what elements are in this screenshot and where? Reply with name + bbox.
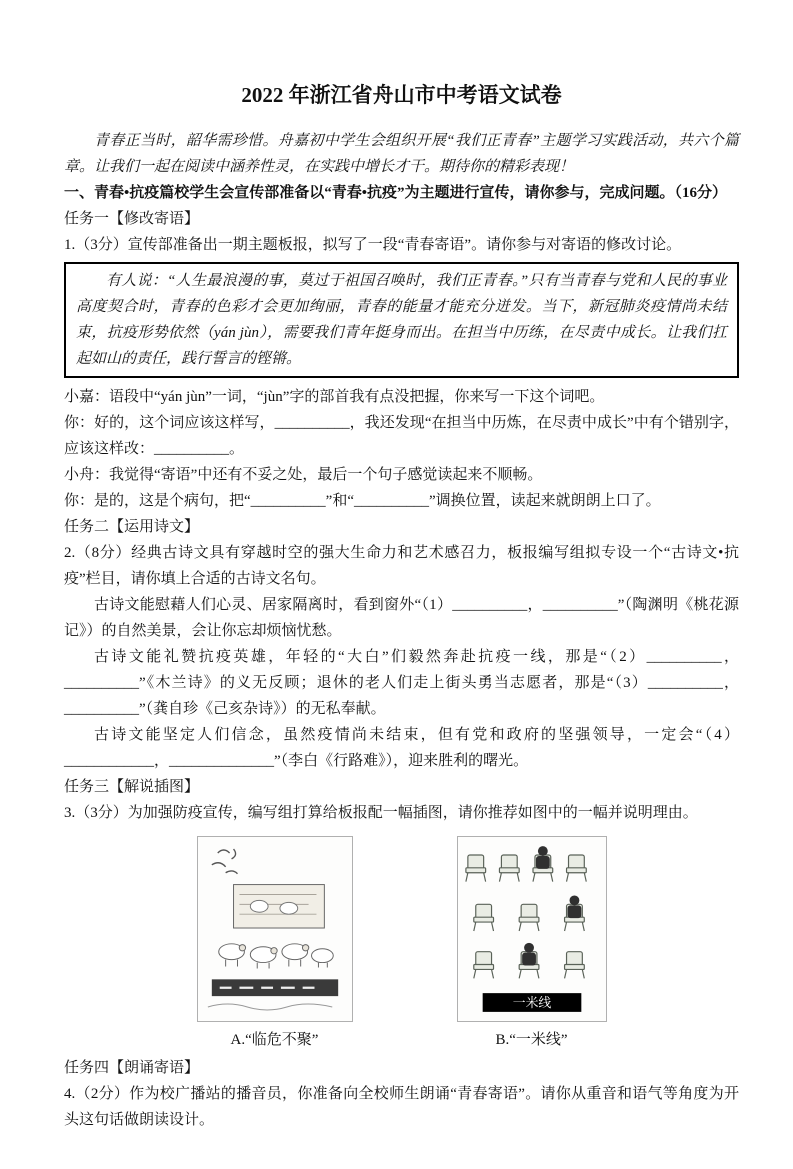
question-4: 4.（2分）作为校广播站的播音员，你准备向全校师生朗诵“青春寄语”。请你从重音和语气等角度为开头这句话做朗读设计。 [64, 1086, 739, 1128]
one-meter-banner [482, 993, 581, 1012]
task-4-label: 任务四【朗诵寄语】 [64, 1060, 200, 1076]
task-2-label: 任务二【运用诗文】 [64, 519, 200, 535]
seated-person-3 [522, 943, 536, 966]
question-2-passage-1: 古诗文能慰藉人们心灵、居家隔离时，看到窗外“（1）__________，__________”（陶渊明《桃花源记》）的自然美景，会让你忘却烦恼忧愁。 [64, 597, 739, 639]
one-meter-banner-text: 一米线 [512, 995, 551, 1010]
dialog-line-xiaojia: 小嘉：语段中“yán jùn”一词，“jùn”字的部首我有点没把握，你来写一下这个词吧。 [64, 389, 605, 405]
figure-b-illustration [457, 836, 607, 1022]
ground-line [207, 1004, 331, 1010]
question-2: 2.（8分）经典古诗文具有穿越时空的强大生命力和艺术感召力，板报编写组拟专设一个“古诗文•抗疫”栏目，请你填上合适的古诗文名句。 [64, 545, 739, 587]
page-title: 2022 年浙江省舟山市中考语文试卷 [241, 83, 562, 107]
sheep-icon [218, 944, 333, 963]
question-3: 3.（3分）为加强防疫宣传，编写组打算给板报配一幅插图，请你推荐如图中的一幅并说明理由。 [64, 805, 698, 821]
scribble-marks [211, 849, 237, 874]
figure-a-banner [211, 979, 337, 996]
blackboard-icon [233, 885, 324, 928]
question-1: 1.（3分）宣传部准备出一期主题板报，拟写了一段“青春寄语”。请你参与对寄语的修改讨论。 [64, 237, 682, 253]
figure-b-caption: B.“一米线” [495, 1032, 568, 1048]
figure-a-illustration [197, 836, 353, 1022]
dialog-line-you-2: 你：是的，这是个病句，把“__________”和“__________”调换位置，读起来就朗朗上口了。 [64, 493, 661, 509]
chair-row-1 [465, 855, 585, 882]
figure-b [457, 836, 607, 1053]
quote-box [64, 262, 739, 378]
task-1-label: 任务一【修改寄语】 [64, 211, 200, 227]
figure-a-caption: A.“临危不聚” [230, 1032, 319, 1048]
section-1-heading: 一、青春•抗疫篇校学生会宣传部准备以“青春•抗疫”为主题进行宣传，请你参与，完成问题。（16分） [64, 185, 728, 201]
sheep-legs [225, 960, 327, 969]
figure-a [197, 836, 353, 1053]
question-2-passage-2: 古诗文能礼赞抗疫英雄，年轻的“大白”们毅然奔赴抗疫一线，那是“（2）__________，__________”《木兰诗》的义无反顾；退休的老人们走上街头勇当志愿者，那是“（3）__________，__________”（龚自珍《己亥杂诗》）的无私奉献。 [64, 649, 739, 717]
task-3-label: 任务三【解说插图】 [64, 779, 200, 795]
dialog-line-xiaozhou: 小舟：我觉得“寄语”中还有不妥之处，最后一个句子感觉读起来不顺畅。 [64, 467, 543, 483]
question-2-passage-3: 古诗文能坚定人们信念，虽然疫情尚未结束，但有党和政府的坚强领导，一定会“（4）____________，______________”（李白《行路难》），迎来胜利的曙光。 [64, 727, 739, 769]
dialog-line-you-1: 你：好的，这个词应该这样写，__________，我还发现“在担当中历炼，在尽责中成长”中有个错别字，应该这样改：__________。 [64, 415, 739, 457]
seated-person-1 [535, 846, 549, 869]
illustration-figures [64, 836, 739, 1053]
quote-box-text: 有人说：“人生最浪漫的事，莫过于祖国召唤时，我们正青春。”只有当青春与党和人民的事业高度契合时，青春的色彩才会更加绚丽，青春的能量才能充分迸发。当下，新冠肺炎疫情尚未结束，抗疫形势依然（yán jùn），需要我们青年挺身而出。在担当中历练，在尽责中成长。让我们扛起如山的责任，践行誓言的铿锵。 [76, 273, 727, 367]
seated-person-2 [567, 895, 581, 918]
intro-paragraph: 青春正当时，韶华需珍惜。舟嘉初中学生会组织开展“我们正青春”主题学习实践活动，共六个篇章。让我们一起在阅读中涵养性灵，在实践中增长才干。期待你的精彩表现！ [64, 133, 739, 175]
